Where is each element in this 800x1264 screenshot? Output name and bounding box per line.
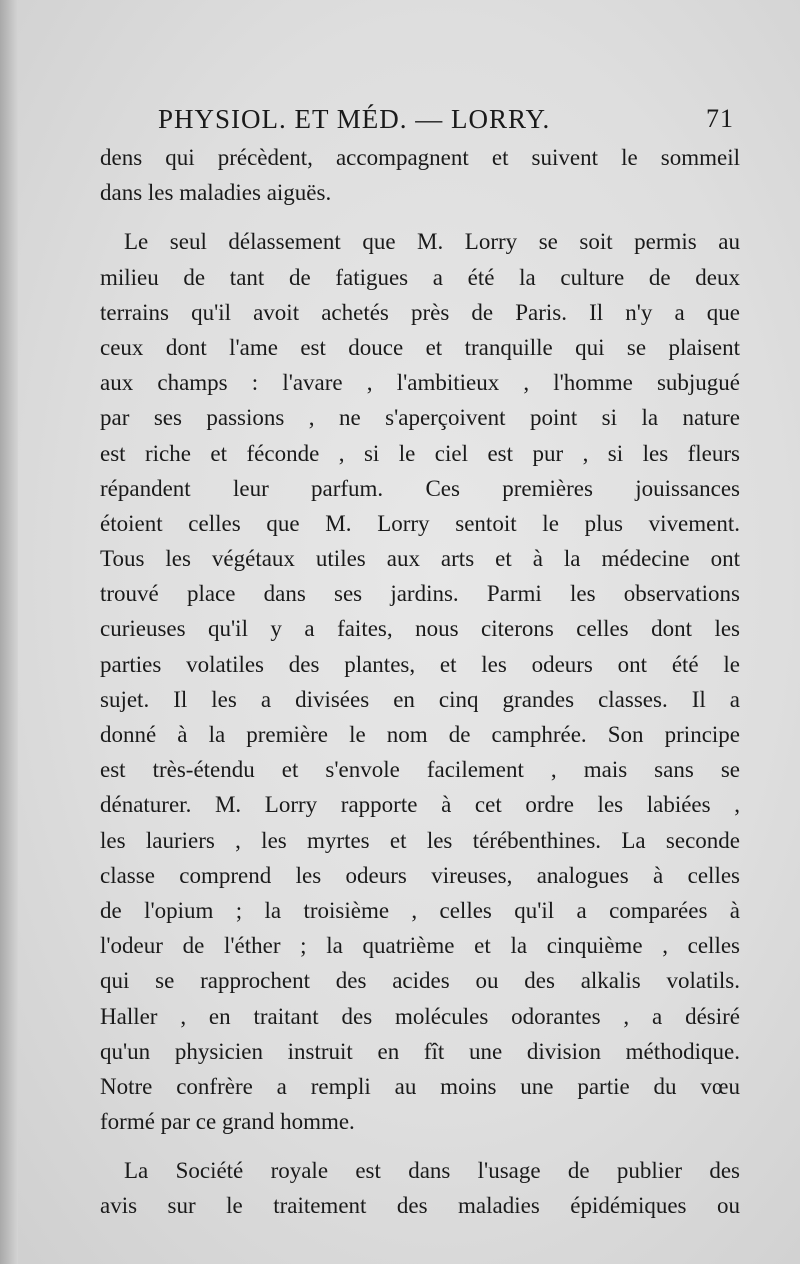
text-line: répandent leur parfum. Ces premières jouissances [100,475,740,501]
text-line: La Société royale est dans l'usage de publier des [124,1158,740,1184]
text-line: sujet. Il les a divisées en cinq grandes classes. Il a [100,686,740,712]
text-line: Haller , en traitant des molécules odorantes , a désiré [100,1003,740,1029]
text-line: Tous les végétaux utiles aux arts et à la médecine ont [100,546,740,572]
text-line: avis sur le traitement des maladies épidémiques ou [100,1193,740,1219]
text-line: l'odeur de l'éther ; la quatrième et la cinquième , celles [100,933,740,959]
paragraph-3 [100,1153,740,1223]
running-title: PHYSIOL. ET MÉD. — LORRY. [158,104,551,134]
text-line: formé par ce grand homme. [100,1109,355,1135]
text-line: Notre confrère a rempli au moins une partie du vœu [100,1073,740,1099]
text-line: dénaturer. M. Lorry rapporte à cet ordre les labiées , [100,792,740,818]
text-line: qui se rapprochent des acides ou des alkalis volatils. [100,968,740,994]
text-line: Le seul délassement que M. Lorry se soit permis au [124,229,740,255]
text-line: parties volatiles des plantes, et les odeurs ont été le [100,651,740,677]
page-spine-shadow [0,0,18,1264]
text-line: est riche et féconde , si le ciel est pur , si les fleurs [100,440,740,466]
text-block [100,100,740,1224]
text-line: aux champs : l'avare , l'ambitieux , l'homme subjugué [100,370,740,396]
text-line: milieu de tant de fatigues a été la culture de deux [100,264,740,290]
text-line: qu'un physicien instruit en fît une division méthodique. [100,1038,740,1064]
paragraph-2 [100,224,740,1139]
running-head [100,100,740,140]
text-line: est très-étendu et s'envole facilement , mais sans se [100,757,740,783]
text-line: étoient celles que M. Lorry sentoit le plus vivement. [100,510,740,536]
text-line: de l'opium ; la troisième , celles qu'il a comparées à [100,897,740,923]
text-line: classe comprend les odeurs vireuses, analogues à celles [100,862,740,888]
text-line: terrains qu'il avoit achetés près de Paris. Il n'y a que [100,299,740,325]
text-line: dens qui précèdent, accompagnent et suivent le sommeil [100,145,740,170]
text-line: les lauriers , les myrtes et les térébenthines. La seconde [100,827,740,853]
text-line: trouvé place dans ses jardins. Parmi les observations [100,581,740,607]
text-line: par ses passions , ne s'aperçoivent point si la nature [100,405,740,431]
page-number: 71 [706,104,734,133]
text-line: donné à la première le nom de camphrée. Son principe [100,722,740,747]
paragraph-1 [100,140,740,210]
text-line: ceux dont l'ame est douce et tranquille qui se plaisent [100,334,740,360]
text-line: curieuses qu'il y a faites, nous citerons celles dont les [100,616,740,642]
text-line: dans les maladies aiguës. [100,180,332,206]
